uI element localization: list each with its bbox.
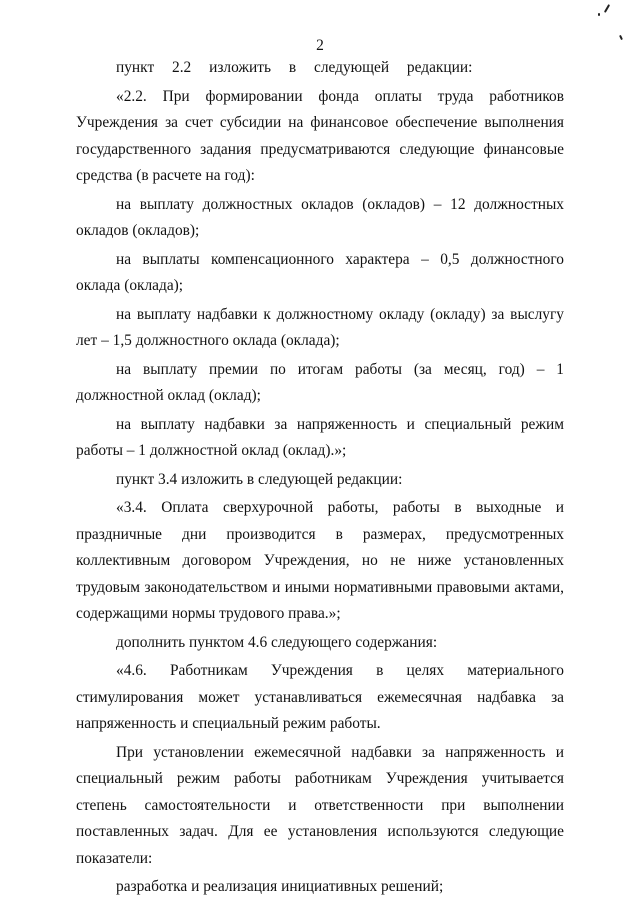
paragraph-clause-4-6: «4.6. Работникам Учреждения в целях материального стимулирования может устанавливаться ежемесячная надбавка за напряженность и специальный режим работы. — [76, 662, 564, 732]
paragraph-salary-payment: на выплату должностных окладов (окладов) – 12 должностных окладов (окладов); — [76, 195, 564, 239]
paragraph-clause-2-2: «2.2. При формировании фонда оплаты труда работников Учреждения за счет субсидии на финансовое обеспечение выполнения государственного задания предусматриваются следующие финансовые средства (в расчете на год): — [76, 87, 564, 184]
paragraph-clause-3-4-intro: пункт 3.4 изложить в следующей редакции: — [116, 470, 403, 488]
paragraph-monthly-bonus-criteria: При установлении ежемесячной надбавки за напряженность и специальный режим работы работникам Учреждения учитывается степень самостоятельности и ответственности при выполнении поставленных задач. Для ее установления используются следующие показатели: — [76, 743, 564, 867]
paragraph-clause-2-2-intro: пункт 2.2 изложить в следующей редакции: — [116, 59, 473, 76]
scan-mark — [604, 4, 610, 13]
paragraph-indicator-initiative: разработка и реализация инициативных решений; — [116, 878, 444, 895]
paragraph-clause-4-6-intro: дополнить пунктом 4.6 следующего содержания: — [116, 633, 438, 651]
paragraph-clause-3-4: «3.4. Оплата сверхурочной работы, работы в выходные и праздничные дни производится в размерах, предусмотренных коллективным договором Учреждения, но не ниже установленных трудовым законодательством и иными нормативными правовыми актами, содержащими нормы трудового права.»; — [76, 499, 564, 622]
document-body — [76, 55, 564, 901]
paragraph-intensity-bonus: на выплату надбавки за напряженность и специальный режим работы – 1 должностной оклад (оклад).»; — [76, 415, 564, 459]
paragraph-compensation-payment: на выплаты компенсационного характера – 0,5 должностного оклада (оклада); — [76, 250, 564, 294]
page-number: 2 — [316, 37, 324, 54]
scan-mark — [598, 13, 600, 16]
paragraph-seniority-bonus: на выплату надбавки к должностному окладу (окладу) за выслугу лет – 1,5 должностного оклада (оклада); — [76, 305, 564, 349]
paragraph-performance-bonus: на выплату премии по итогам работы (за месяц, год) – 1 должностной оклад (оклад); — [76, 360, 564, 404]
